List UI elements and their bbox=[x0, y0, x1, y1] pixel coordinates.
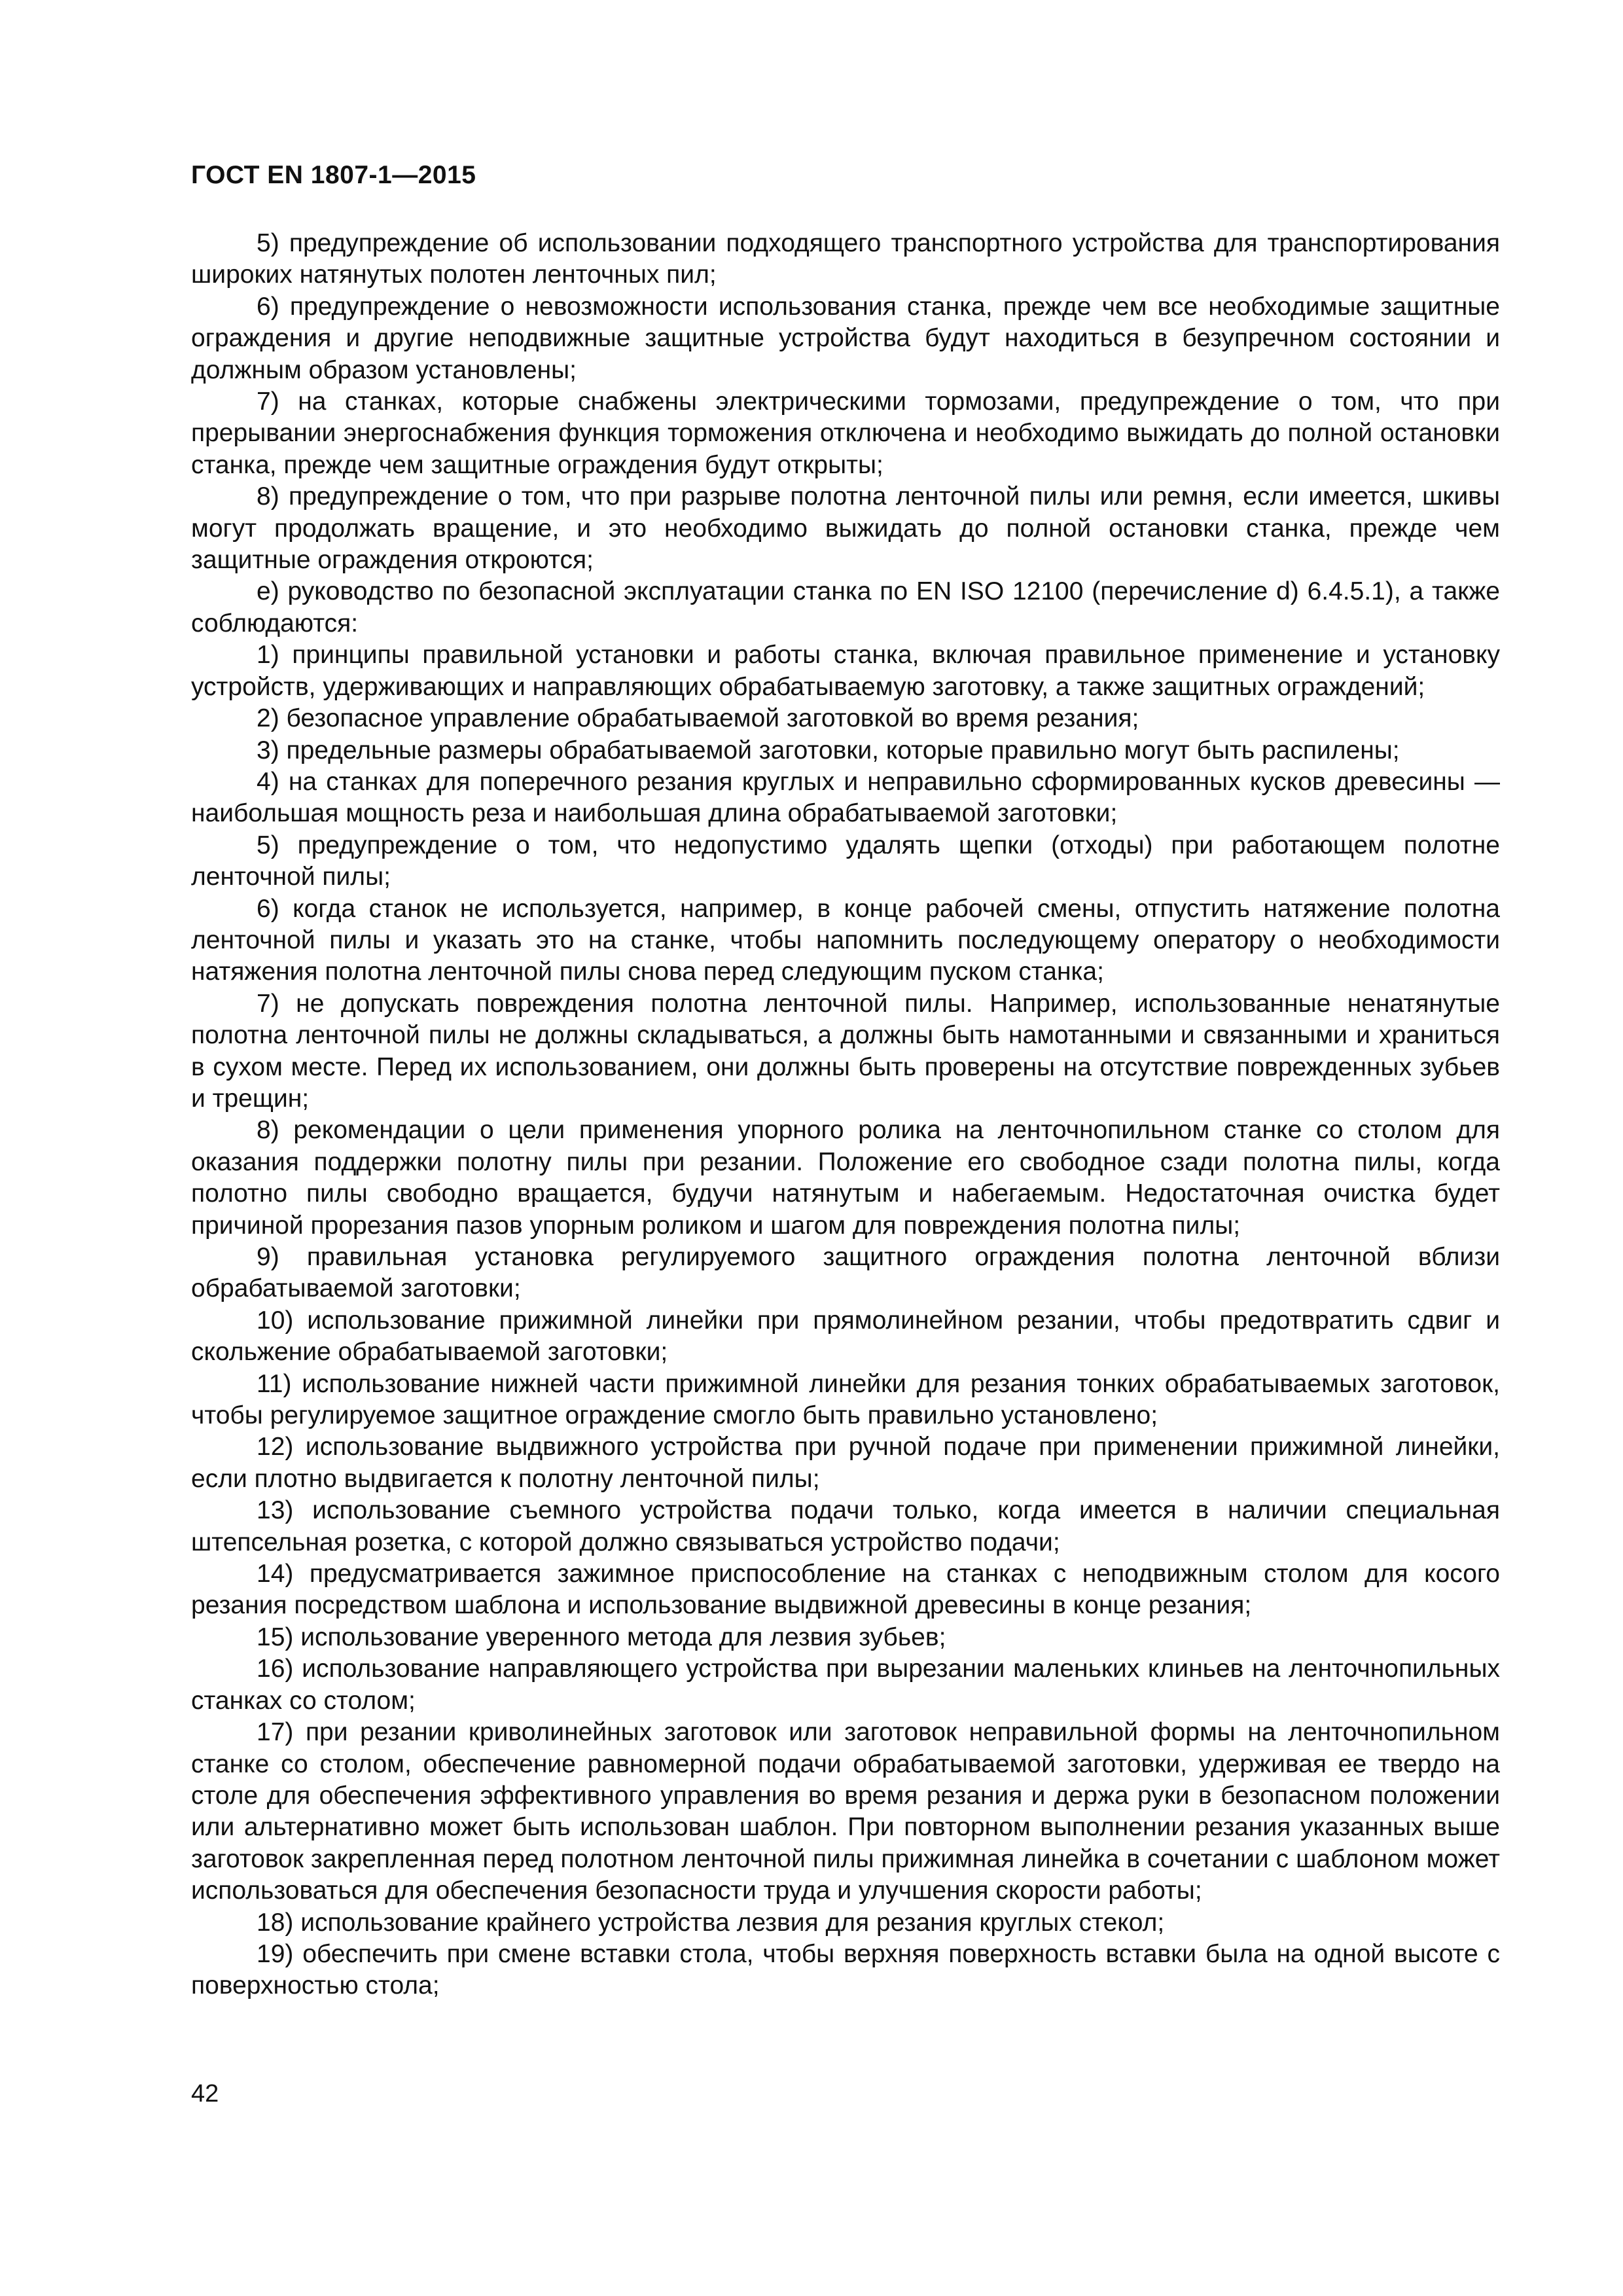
paragraph: 13) использование съемного устройства подачи только, когда имеется в наличии специальная штепсельная розетка, с которой должно связываться устройство подачи; bbox=[191, 1496, 1500, 1556]
paragraph: 6) предупреждение о невозможности использования станка, прежде чем все необходимые защитные ограждения и другие неподвижные защитные устройства будут находиться в безупречном состоянии и должным образом установлены; bbox=[191, 292, 1500, 384]
paragraph: 1) принципы правильной установки и работы станка, включая правильное применение и установку устройств, удерживающих и направляющих обрабатываемую заготовку, а также защитных ограждений; bbox=[191, 641, 1500, 701]
paragraph: 2) безопасное управление обрабатываемой заготовкой во время резания; bbox=[257, 704, 1139, 733]
paragraph: 5) предупреждение о том, что недопустимо удалять щепки (отходы) при работающем полотне ленточной пилы; bbox=[191, 831, 1500, 891]
paragraph: 11) использование нижней части прижимной линейки для резания тонких обрабатываемых заготовок, чтобы регулируемое защитное ограждение смогло быть правильно установлено; bbox=[191, 1369, 1500, 1430]
paragraph: 7) на станках, которые снабжены электрическими тормозами, предупреждение о том, что при прерывании энергоснабжения функция торможения отключена и необходимо выжидать до полной остановки станка, прежде чем защитные ограждения будут открыты; bbox=[191, 387, 1500, 479]
paragraph: 8) предупреждение о том, что при разрыве полотна ленточной пилы или ремня, если имеется, шкивы могут продолжать вращение, и это необходимо выжидать до полной остановки станка, прежде чем защитные ограждения откроются; bbox=[191, 482, 1500, 575]
paragraph: 15) использование уверенного метода для лезвия зубьев; bbox=[257, 1623, 946, 1651]
paragraph: 17) при резании криволинейных заготовок или заготовок неправильной формы на ленточнопильном станке со столом, обеспечение равномерной подачи обрабатываемой заготовки, удерживая ее твердо на столе для обеспечения эффективного управления во время резания и держа руки в безопасном положении или альтернативно может быть использован шаблон. При повторном выполнении резания указанных выше заготовок закрепленная перед полотном ленточной пилы прижимная линейка в сочетании с шаблоном может использоваться для обеспечения безопасности труда и улучшения скорости работы; bbox=[191, 1718, 1500, 1905]
paragraph: 5) предупреждение об использовании подходящего транспортного устройства для транспортирования широких натянутых полотен ленточных пил; bbox=[191, 229, 1500, 289]
paragraph: 6) когда станок не используется, например, в конце рабочей смены, отпустить натяжение полотна ленточной пилы и указать это на станке, чтобы напомнить последующему оператору о необходимости натяжения полотна ленточной пилы снова перед следующим пуском станка; bbox=[191, 894, 1500, 986]
paragraph: 7) не допускать повреждения полотна ленточной пилы. Например, использованные ненатянутые полотна ленточной пилы не должны складываться, а должны быть намотанными и связанными и храниться в сухом месте. Перед их использованием, они должны быть проверены на отсутствие поврежденных зубьев и трещин; bbox=[191, 989, 1500, 1113]
paragraph: 16) использование направляющего устройства при вырезании маленьких клиньев на ленточнопильных станках со столом; bbox=[191, 1655, 1500, 1715]
paragraph: 19) обеспечить при смене вставки стола, чтобы верхняя поверхность вставки была на одной высоте с поверхностью стола; bbox=[191, 1939, 1500, 2000]
paragraph: 9) правильная установка регулируемого защитного ограждения полотна ленточной вблизи обрабатываемой заготовки; bbox=[191, 1243, 1500, 1303]
paragraph: 14) предусматривается зажимное приспособление на станках с неподвижным столом для косого резания посредством шаблона и использование выдвижной древесины в конце резания; bbox=[191, 1560, 1500, 1620]
paragraph: е) руководство по безопасной эксплуатации станка по EN ISO 12100 (перечисление d) 6.4.5.1), а также соблюдаются: bbox=[191, 577, 1500, 637]
paragraph: 18) использование крайнего устройства лезвия для резания круглых стекол; bbox=[257, 1908, 1165, 1937]
paragraph: 4) на станках для поперечного резания круглых и неправильно сформированных кусков древесины — наибольшая мощность реза и наибольшая длина обрабатываемой заготовки; bbox=[191, 767, 1500, 828]
document-body bbox=[191, 228, 1500, 2002]
document-code-header: ГОСТ EN 1807-1—2015 bbox=[191, 161, 476, 189]
paragraph: 10) использование прижимной линейки при прямолинейном резании, чтобы предотвратить сдвиг и скольжение обрабатываемой заготовки; bbox=[191, 1306, 1500, 1367]
paragraph: 3) предельные размеры обрабатываемой заготовки, которые правильно могут быть распилены; bbox=[257, 736, 1400, 764]
paragraph: 8) рекомендации о цели применения упорного ролика на ленточнопильном станке со столом для оказания поддержки полотну пилы при резании. Положение его свободное сзади полотна пилы, когда полотно пилы свободно вращается, будучи натянутым и набегаемым. Недостаточная очистка будет причиной прорезания пазов упорным роликом и шагом для повреждения полотна пилы; bbox=[191, 1116, 1500, 1240]
paragraph: 12) использование выдвижного устройства при ручной подаче при применении прижимной линейки, если плотно выдвигается к полотну ленточной пилы; bbox=[191, 1433, 1500, 1493]
page-number: 42 bbox=[191, 2080, 219, 2108]
